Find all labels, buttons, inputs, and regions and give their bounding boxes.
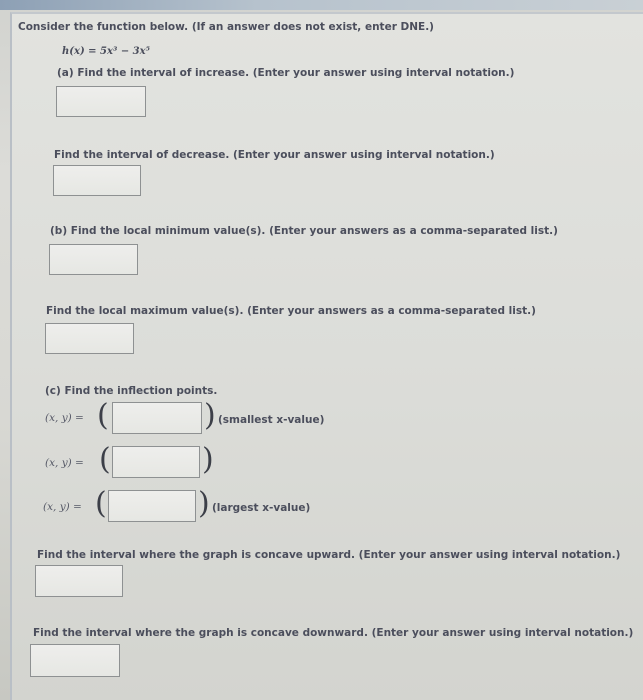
open-paren-3: ( [95, 486, 107, 521]
xy-label-1: (x, y) = [45, 412, 84, 424]
increase-input[interactable] [56, 86, 146, 117]
close-paren-1: ) [204, 398, 216, 433]
concave-down-input[interactable] [30, 644, 120, 677]
decrease-label: Find the interval of decrease. (Enter your answer using interval notation.) [54, 149, 495, 161]
concave-up-label: Find the interval where the graph is concave upward. (Enter your answer using interval notation.) [37, 549, 621, 561]
local-min-input[interactable] [49, 244, 138, 275]
xy-label-2: (x, y) = [45, 457, 84, 469]
local-min-label: (b) Find the local minimum value(s). (Enter your answers as a comma-separated list.) [50, 225, 558, 237]
inflection-point-3-input[interactable] [108, 490, 196, 522]
question-prompt: Consider the function below. (If an answer does not exist, enter DNE.) [18, 21, 434, 33]
smallest-x-note: (smallest x-value) [218, 414, 325, 426]
largest-x-note: (largest x-value) [212, 502, 311, 514]
local-max-input[interactable] [45, 323, 134, 354]
close-paren-2: ) [202, 442, 214, 477]
close-paren-3: ) [198, 486, 210, 521]
function-definition: h(x) = 5x³ − 3x⁵ [62, 46, 150, 57]
xy-label-3: (x, y) = [43, 501, 82, 513]
decrease-input[interactable] [53, 165, 141, 196]
open-paren-2: ( [99, 442, 111, 477]
increase-label: (a) Find the interval of increase. (Enter your answer using interval notation.) [57, 67, 515, 79]
concave-up-input[interactable] [35, 565, 123, 597]
inflection-point-2-input[interactable] [112, 446, 200, 478]
local-max-label: Find the local maximum value(s). (Enter your answers as a comma-separated list.) [46, 305, 536, 317]
inflection-label: (c) Find the inflection points. [45, 385, 218, 397]
open-paren-1: ( [97, 398, 109, 433]
concave-down-label: Find the interval where the graph is concave downward. (Enter your answer using interval notation.) [33, 627, 634, 639]
inflection-point-1-input[interactable] [112, 402, 202, 434]
top-strip [0, 0, 643, 10]
